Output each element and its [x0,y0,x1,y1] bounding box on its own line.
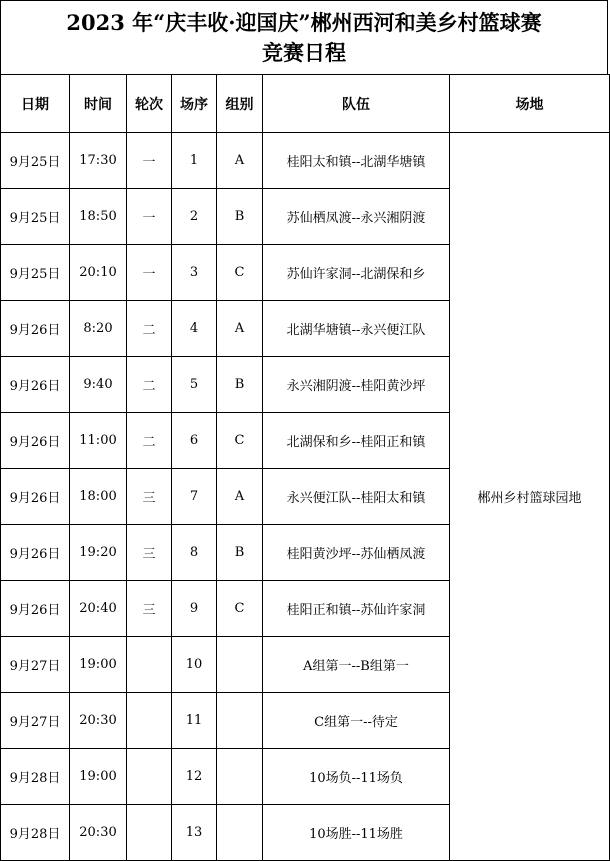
cell-match-no: 1 [172,133,217,189]
cell-round [127,637,172,693]
cell-match-no: 7 [172,469,217,525]
cell-group [217,637,263,693]
cell-teams: 10场胜--11场胜 [263,805,450,861]
cell-teams: 10场负--11场负 [263,749,450,805]
cell-time: 18:50 [70,189,127,245]
cell-group: B [217,357,263,413]
cell-match-no: 6 [172,413,217,469]
cell-group: A [217,133,263,189]
header-teams: 队伍 [263,75,450,133]
cell-time: 19:00 [70,637,127,693]
cell-date: 9月28日 [1,805,70,861]
cell-teams: 永兴湘阴渡--桂阳黄沙坪 [263,357,450,413]
cell-teams: 苏仙许家洞--北湖保和乡 [263,245,450,301]
cell-round: 二 [127,357,172,413]
cell-time: 17:30 [70,133,127,189]
cell-match-no: 3 [172,245,217,301]
cell-round: 三 [127,581,172,637]
cell-match-no: 5 [172,357,217,413]
cell-round: 二 [127,413,172,469]
cell-round: 一 [127,133,172,189]
cell-time: 9:40 [70,357,127,413]
cell-round: 三 [127,525,172,581]
cell-match-no: 9 [172,581,217,637]
cell-group: C [217,245,263,301]
header-time: 时间 [70,75,127,133]
cell-time: 19:00 [70,749,127,805]
cell-group: C [217,413,263,469]
page-title [0,0,608,74]
cell-date: 9月25日 [1,245,70,301]
cell-date: 9月25日 [1,133,70,189]
cell-match-no: 2 [172,189,217,245]
cell-date: 9月26日 [1,301,70,357]
header-venue: 场地 [450,75,610,133]
cell-group [217,749,263,805]
cell-round: 一 [127,189,172,245]
cell-match-no: 4 [172,301,217,357]
cell-date: 9月26日 [1,357,70,413]
cell-teams: 桂阳黄沙坪--苏仙栖凤渡 [263,525,450,581]
schedule-table [0,74,610,861]
cell-round [127,693,172,749]
table-header-row [1,75,610,133]
cell-group: A [217,301,263,357]
schedule-body [1,133,610,861]
cell-group [217,693,263,749]
header-group: 组别 [217,75,263,133]
cell-group: C [217,581,263,637]
cell-date: 9月26日 [1,413,70,469]
cell-match-no: 12 [172,749,217,805]
cell-round [127,805,172,861]
title-line-1: 2023 年“庆丰收·迎国庆”郴州西河和美乡村篮球赛 [66,9,542,35]
cell-round: 二 [127,301,172,357]
cell-group: B [217,525,263,581]
table-row [1,133,610,189]
cell-round: 三 [127,469,172,525]
cell-group: A [217,469,263,525]
header-date: 日期 [1,75,70,133]
cell-time: 20:10 [70,245,127,301]
cell-time: 19:20 [70,525,127,581]
cell-time: 11:00 [70,413,127,469]
cell-date: 9月26日 [1,581,70,637]
cell-match-no: 10 [172,637,217,693]
cell-teams: 北湖华塘镇--永兴便江队 [263,301,450,357]
cell-date: 9月26日 [1,525,70,581]
header-round: 轮次 [127,75,172,133]
cell-date: 9月25日 [1,189,70,245]
cell-date: 9月27日 [1,693,70,749]
cell-group [217,805,263,861]
cell-time: 20:40 [70,581,127,637]
cell-teams: 桂阳太和镇--北湖华塘镇 [263,133,450,189]
cell-teams: 永兴便江队--桂阳太和镇 [263,469,450,525]
cell-date: 9月26日 [1,469,70,525]
title-line-2: 竞赛日程 [262,39,346,65]
cell-match-no: 8 [172,525,217,581]
cell-teams: 北湖保和乡--桂阳正和镇 [263,413,450,469]
cell-round: 一 [127,245,172,301]
cell-date: 9月27日 [1,637,70,693]
cell-teams: C组第一--待定 [263,693,450,749]
cell-match-no: 11 [172,693,217,749]
cell-group: B [217,189,263,245]
cell-date: 9月28日 [1,749,70,805]
cell-time: 20:30 [70,693,127,749]
cell-time: 18:00 [70,469,127,525]
cell-time: 8:20 [70,301,127,357]
cell-teams: A组第一--B组第一 [263,637,450,693]
cell-teams: 苏仙栖凤渡--永兴湘阴渡 [263,189,450,245]
cell-venue: 郴州乡村篮球园地 [450,133,610,861]
cell-time: 20:30 [70,805,127,861]
cell-teams: 桂阳正和镇--苏仙许家洞 [263,581,450,637]
cell-match-no: 13 [172,805,217,861]
header-match-no: 场序 [172,75,217,133]
cell-round [127,749,172,805]
